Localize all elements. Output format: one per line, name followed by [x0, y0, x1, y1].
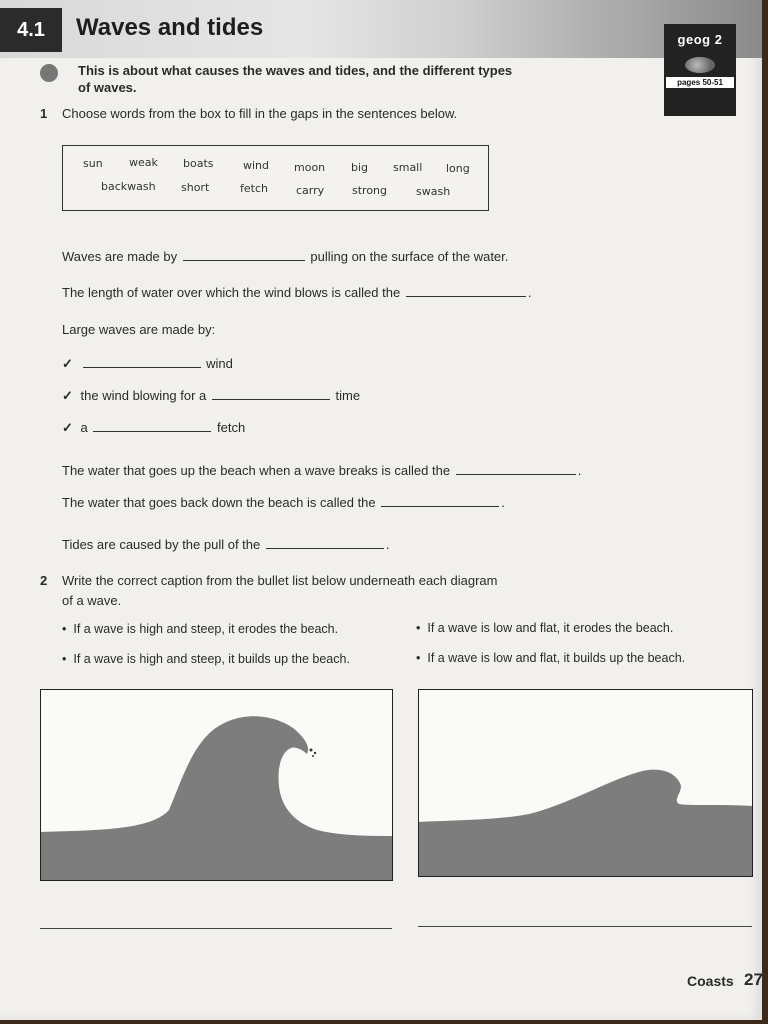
answer-blank[interactable]: [266, 536, 384, 549]
steep-wave-illustration: [41, 690, 392, 880]
question-2-instruction-line2: of a wave.: [62, 593, 122, 608]
word-item: swash: [416, 185, 451, 198]
spray-dot: [312, 755, 314, 757]
sentence-text: .: [577, 463, 582, 478]
word-item: fetch: [240, 182, 268, 195]
word-item: carry: [296, 184, 325, 197]
check-icon: ✓: [62, 420, 73, 435]
footer-chapter: Coasts: [687, 973, 734, 989]
textbook-badge: [664, 24, 736, 116]
bullet-dot-icon: [40, 64, 58, 82]
sentence-text: time: [335, 388, 361, 403]
sentence-text: .: [527, 285, 532, 300]
badge-title: geog 2: [677, 32, 723, 47]
sentence-text: fetch: [217, 420, 246, 435]
bullet: •: [416, 621, 421, 635]
flat-wave-diagram: [418, 689, 753, 877]
answer-blank[interactable]: [456, 462, 576, 475]
sentence-5: [62, 494, 505, 510]
sentence-text: pulling on the surface of the water.: [310, 249, 509, 264]
sentence-text: the wind blowing for a: [80, 388, 207, 403]
page-number: 27: [744, 970, 763, 989]
checklist-item-2: [62, 387, 360, 404]
answer-blank[interactable]: [83, 355, 201, 368]
caption-option: [62, 652, 350, 666]
question-1-instruction: Choose words from the box to fill in the gaps in the sentences below.: [62, 106, 458, 121]
intro-text: This is about what causes the waves and tides, and the different types of waves.: [78, 63, 513, 95]
sentence-1: [62, 248, 508, 264]
word-item: short: [181, 181, 210, 194]
spray-dot: [314, 752, 316, 754]
sentence-text: .: [501, 495, 505, 510]
check-icon: ✓: [62, 356, 73, 371]
word-item: weak: [129, 156, 158, 169]
check-icon: ✓: [62, 388, 73, 403]
section-number: 4.1: [0, 8, 62, 52]
caption-text: If a wave is low and flat, it builds up the beach.: [427, 651, 686, 665]
question-2-instruction-line1: Write the correct caption from the bullet list below underneath each diagram: [62, 573, 498, 588]
sentence-text: wind: [206, 356, 233, 371]
globe-icon: [685, 57, 715, 73]
wave-shape: [41, 716, 392, 880]
sentence-text: .: [385, 537, 390, 552]
checklist-item-1: [62, 355, 233, 372]
checklist-item-3: [62, 419, 245, 436]
spray-dot: [310, 749, 313, 752]
sentence-3: Large waves are made by:: [62, 322, 216, 337]
caption-text: If a wave is low and flat, it erodes the beach.: [427, 621, 674, 635]
word-item: strong: [352, 184, 388, 197]
caption-option: [62, 622, 338, 636]
word-item: wind: [243, 159, 270, 172]
word-box: [62, 145, 489, 211]
answer-blank[interactable]: [381, 494, 499, 507]
bullet: •: [62, 652, 67, 666]
caption-option: [416, 621, 673, 635]
page-title: Waves and tides: [76, 14, 264, 41]
answer-blank[interactable]: [406, 284, 526, 297]
sentence-text: Tides are caused by the pull of the: [62, 537, 261, 552]
flat-wave-illustration: [419, 690, 752, 876]
sentence-4: [62, 462, 581, 478]
word-item: small: [393, 161, 423, 174]
caption-option: [416, 651, 685, 665]
caption-answer-line-1[interactable]: [40, 928, 392, 929]
question-1-number: 1: [40, 106, 48, 121]
steep-wave-diagram: [40, 689, 393, 881]
sentence-text: a: [80, 420, 88, 435]
word-item: long: [446, 162, 470, 175]
answer-blank[interactable]: [93, 419, 211, 432]
word-item: moon: [294, 161, 326, 174]
badge-pages: pages 50-51: [666, 77, 734, 88]
sentence-2: [62, 284, 531, 300]
bullet: •: [416, 651, 421, 665]
word-item: sun: [83, 157, 103, 170]
wave-shape: [419, 770, 752, 876]
sentence-text: Waves are made by: [62, 249, 178, 264]
word-item: big: [351, 161, 369, 174]
caption-text: If a wave is high and steep, it builds up the beach.: [73, 652, 350, 666]
answer-blank[interactable]: [212, 387, 330, 400]
word-item: boats: [183, 157, 214, 170]
sentence-text: The water that goes up the beach when a wave breaks is called the: [62, 463, 451, 478]
caption-text: If a wave is high and steep, it erodes the beach.: [73, 622, 339, 636]
sentence-text: The water that goes back down the beach is called the: [62, 495, 376, 510]
bullet: •: [62, 622, 67, 636]
answer-blank[interactable]: [183, 248, 305, 261]
question-2-number: 2: [40, 573, 48, 588]
caption-answer-line-2[interactable]: [418, 926, 752, 927]
word-item: backwash: [101, 180, 156, 193]
sentence-text: The length of water over which the wind blows is called the: [62, 285, 401, 300]
sentence-6: [62, 536, 390, 552]
